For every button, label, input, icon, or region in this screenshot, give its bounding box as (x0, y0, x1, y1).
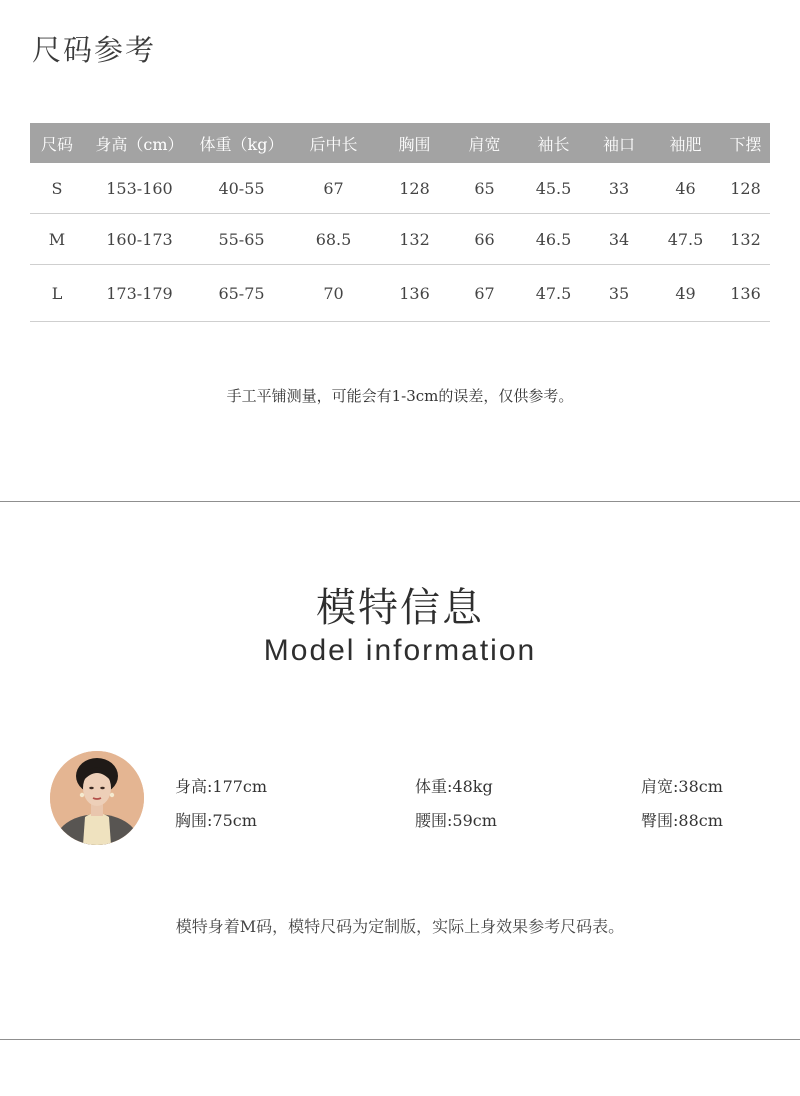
model-stat-shoulder: 肩宽:38cm (641, 777, 723, 796)
model-avatar (50, 751, 144, 845)
table-row (30, 214, 770, 265)
table-row (30, 163, 770, 214)
table-cell: 68.5 (288, 214, 379, 265)
model-stat-hip: 臀围:88cm (641, 811, 723, 830)
table-cell: 136 (721, 265, 770, 322)
table-cell: 66 (450, 214, 519, 265)
header-sleeve-width: 袖肥 (650, 123, 721, 163)
table-cell: 160-173 (84, 214, 195, 265)
model-stat-bust: 胸围:75cm (175, 811, 257, 830)
table-cell: 47.5 (519, 265, 588, 322)
measurement-note: 手工平铺测量，可能会有1-3cm的误差，仅供参考。 (226, 387, 574, 405)
table-cell: 153-160 (84, 163, 195, 214)
table-cell: 67 (450, 265, 519, 322)
table-cell: 40-55 (195, 163, 288, 214)
header-weight: 体重（kg） (195, 123, 288, 163)
size-chart-table (30, 123, 770, 322)
header-bust: 胸围 (379, 123, 450, 163)
table-header-row (30, 123, 770, 163)
header-sleeve-length: 袖长 (519, 123, 588, 163)
size-reference-title: 尺码参考 (32, 33, 157, 67)
table-row (30, 265, 770, 322)
table-cell: 70 (288, 265, 379, 322)
table-cell: L (30, 265, 84, 322)
model-portrait-illustration (50, 751, 144, 845)
table-cell: 33 (588, 163, 650, 214)
table-cell: 55-65 (195, 214, 288, 265)
table-cell: S (30, 163, 84, 214)
header-cuff: 袖口 (588, 123, 650, 163)
table-cell: 46 (650, 163, 721, 214)
header-hem: 下摆 (721, 123, 770, 163)
table-cell: 132 (721, 214, 770, 265)
section-divider (0, 1039, 800, 1040)
model-stat-height: 身高:177cm (175, 777, 268, 796)
table-cell: 65-75 (195, 265, 288, 322)
table-cell: 34 (588, 214, 650, 265)
header-height: 身高（cm） (84, 123, 195, 163)
model-stat-weight: 体重:48kg (415, 777, 493, 796)
table-cell: 65 (450, 163, 519, 214)
model-info-title-cn: 模特信息 (316, 585, 484, 631)
header-back-length: 后中长 (288, 123, 379, 163)
model-size-note: 模特身着M码，模特尺码为定制版，实际上身效果参考尺码表。 (175, 917, 625, 936)
table-cell: 173-179 (84, 265, 195, 322)
table-cell: M (30, 214, 84, 265)
table-cell: 49 (650, 265, 721, 322)
header-shoulder: 肩宽 (450, 123, 519, 163)
table-cell: 132 (379, 214, 450, 265)
table-cell: 47.5 (650, 214, 721, 265)
model-info-title-en: Model information (263, 634, 537, 667)
table-cell: 67 (288, 163, 379, 214)
header-size: 尺码 (30, 123, 84, 163)
section-divider (0, 501, 800, 502)
table-cell: 128 (721, 163, 770, 214)
table-cell: 35 (588, 265, 650, 322)
table-cell: 128 (379, 163, 450, 214)
table-cell: 46.5 (519, 214, 588, 265)
table-cell: 45.5 (519, 163, 588, 214)
model-stat-waist: 腰围:59cm (415, 811, 497, 830)
table-cell: 136 (379, 265, 450, 322)
